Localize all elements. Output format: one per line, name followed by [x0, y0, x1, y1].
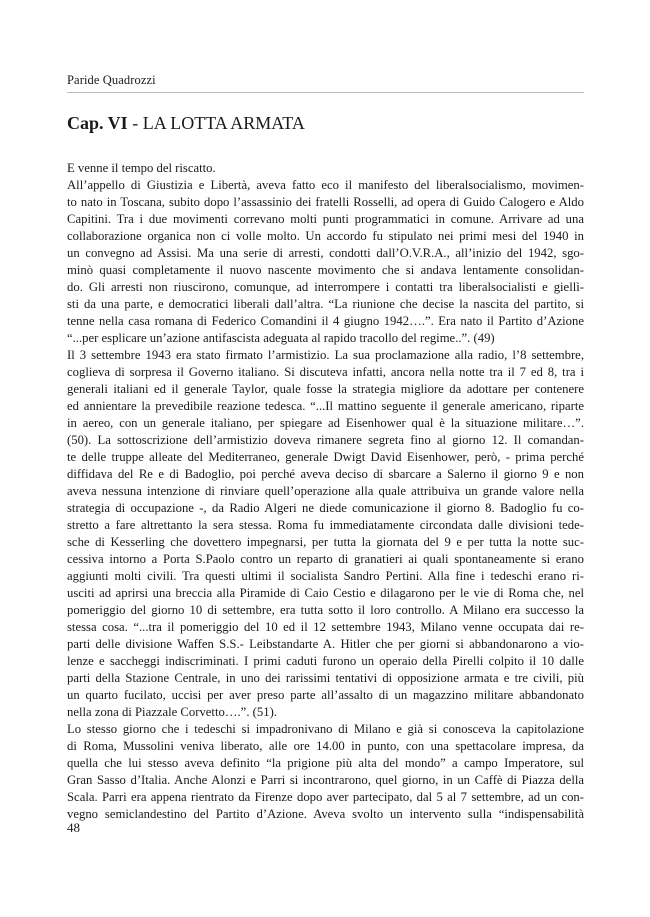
text-line: tenne nella casa romana di Federico Comandini il 4 giugno 1942….”. Era nato il Partito d’Azione [67, 314, 584, 328]
text-line: un quarto fucilato, uccisi per aver preso parte all’assalto di un magazzino militare abbandonato [67, 688, 584, 702]
chapter-separator: - [127, 113, 143, 133]
text-line: vegno semiclandestino del Partito d’Azione. Aveva svolto un intervento sulla “indispensabilità [67, 807, 584, 821]
chapter-heading [67, 113, 305, 134]
text-line: collaborazione organica non ci volle molto. Un accordo fu stipulato nei primi mesi del 1940 in [67, 229, 584, 243]
text-line: cessiva intorno a Porta S.Paolo contro un reparto di granatieri ai quali spontaneamente si erano [67, 552, 584, 566]
text-line: diffidava del Re e di Badoglio, poi perché aveva deciso di sbarcare a Salerno il giorno 9 e non [67, 467, 584, 481]
text-line: nella zona di Piazzale Corvetto….”. (51). [67, 705, 277, 719]
text-line: aveva nessuna intenzione di rinviare quell’operazione alla quale attribuiva un grande valore nella [67, 484, 584, 498]
text-line: pomeriggio del giorno 10 di settembre, era tutta sotto il loro controllo. A Milano era successo la [67, 603, 584, 617]
text-line: All’appello di Giustizia e Libertà, aveva fatto eco il manifesto del liberalsocialismo, movimen- [67, 178, 584, 192]
text-line: ed annientare la prevedibile reazione tedesca. “...Il mattino seguente il generale americano, riparte [67, 399, 584, 413]
text-line: lenze e saccheggi indiscriminati. I primi caduti furono un operaio della Pirelli colpito il 10 dalle [67, 654, 584, 668]
text-line: generali italiani ed il generale Taylor, quale fosse la strategia migliore da adottare per contenere [67, 382, 584, 396]
text-line: te delle truppe alleate del Mediterraneo, generale Dwigt David Eisenhower, però, - prima perché [67, 450, 584, 464]
page-number: 48 [67, 820, 80, 835]
chapter-title: LA LOTTA ARMATA [142, 113, 305, 133]
text-line: aggiunti molti civili. Tra questi ultimi il socialista Sandro Pertini. Alla fine i tedeschi erano ri- [67, 569, 584, 583]
text-line: to nato in Toscana, subito dopo l’assassinio dei fratelli Rosselli, ad opera di Guido Calogero e Aldo [67, 195, 584, 209]
text-line: strategia di occupazione -, da Radio Algeri ne diede comunicazione il giorno 8. Badoglio fu co- [67, 501, 584, 515]
text-line: Lo stesso giorno che i tedeschi si impadronivano di Milano e già si conosceva la capitolazione [67, 722, 584, 736]
text-line: stretto a fare altrettanto la sera stessa. Roma fu immediatamente circondata dalle divisioni tede- [67, 518, 584, 532]
text-line: stessa cosa. “...tra il pomeriggio del 10 ed il 12 settembre 1943, Milano venne occupata dai re- [67, 620, 584, 634]
text-line: parti delle divisione Waffen S.S.- Leibstandarte A. Hitler che per giorni si abbandonarono a vio- [67, 637, 584, 651]
text-line: quella che lui stesso aveva definito “la prigione più alta del mondo” a campo Imperatore, sul [67, 756, 584, 770]
text-line: parti della Stazione Centrale, in uno dei rarissimi tentativi di opposizione armata e tre civili, più [67, 671, 584, 685]
text-line: usciti ad aprirsi una breccia alla Piramide di Caio Cestio e dilagarono per le vie di Roma che, nel [67, 586, 584, 600]
text-line: sti da una parte, e democratici liberali dall’altra. “La riunione che decise la nascita del partito, si [67, 297, 584, 311]
text-line: di Roma, Mussolini veniva liberato, alle ore 14.00 in punto, con una spettacolare impresa, da [67, 739, 584, 753]
text-line: un convegno ad Assisi. Ma una serie di arresti, condotti dall’O.V.R.A., all’inizio del 1942, sgo- [67, 246, 584, 260]
body-text [67, 160, 584, 823]
header-rule [67, 92, 584, 93]
text-line: E venne il tempo del riscatto. [67, 161, 216, 175]
text-line: Gran Sasso d’Italia. Anche Alonzi e Parri si incontrarono, quel giorno, in un Caffè di Piazza della [67, 773, 584, 787]
text-line: minò quasi completamente il nuovo nascente movimento che si andava lentamente consolidan- [67, 263, 584, 277]
text-line: (50). La sottoscrizione dell’armistizio doveva rimanere segreta fino al giorno 12. Il comandan- [67, 433, 584, 447]
text-line: do. Gli arresti non riuscirono, comunque, ad interrompere i contatti tra liberalsocialisti e giellì- [67, 280, 584, 294]
text-line: Capitini. Tra i due movimenti correvano molti punti programmatici in comune. Arrivare ad una [67, 212, 584, 226]
text-line: in aereo, con un generale italiano, per spiegare ad Eisenhower qual è la situazione militare…”. [67, 416, 584, 430]
text-line: coglieva di sorpresa il Governo italiano. Si discuteva infatti, ancora nella notte tra il 7 ed 8, tra i [67, 365, 584, 379]
running-head: Paride Quadrozzi [67, 73, 156, 87]
text-line: “...per esplicare un’azione antifascista adeguata al rapido tracollo del regime..”. (49) [67, 331, 495, 345]
chapter-number: Cap. VI [67, 113, 128, 133]
text-line: Scala. Parri era appena rientrato da Firenze dopo aver partecipato, dal 5 al 7 settembre, ad un con- [67, 790, 584, 804]
text-line: sche di Kesserling che dovettero impegnarsi, per tutta la giornata del 9 e per tutta la notte suc- [67, 535, 584, 549]
text-line: Il 3 settembre 1943 era stato firmato l’armistizio. La sua proclamazione alla radio, l’8 settembre, [67, 348, 584, 362]
